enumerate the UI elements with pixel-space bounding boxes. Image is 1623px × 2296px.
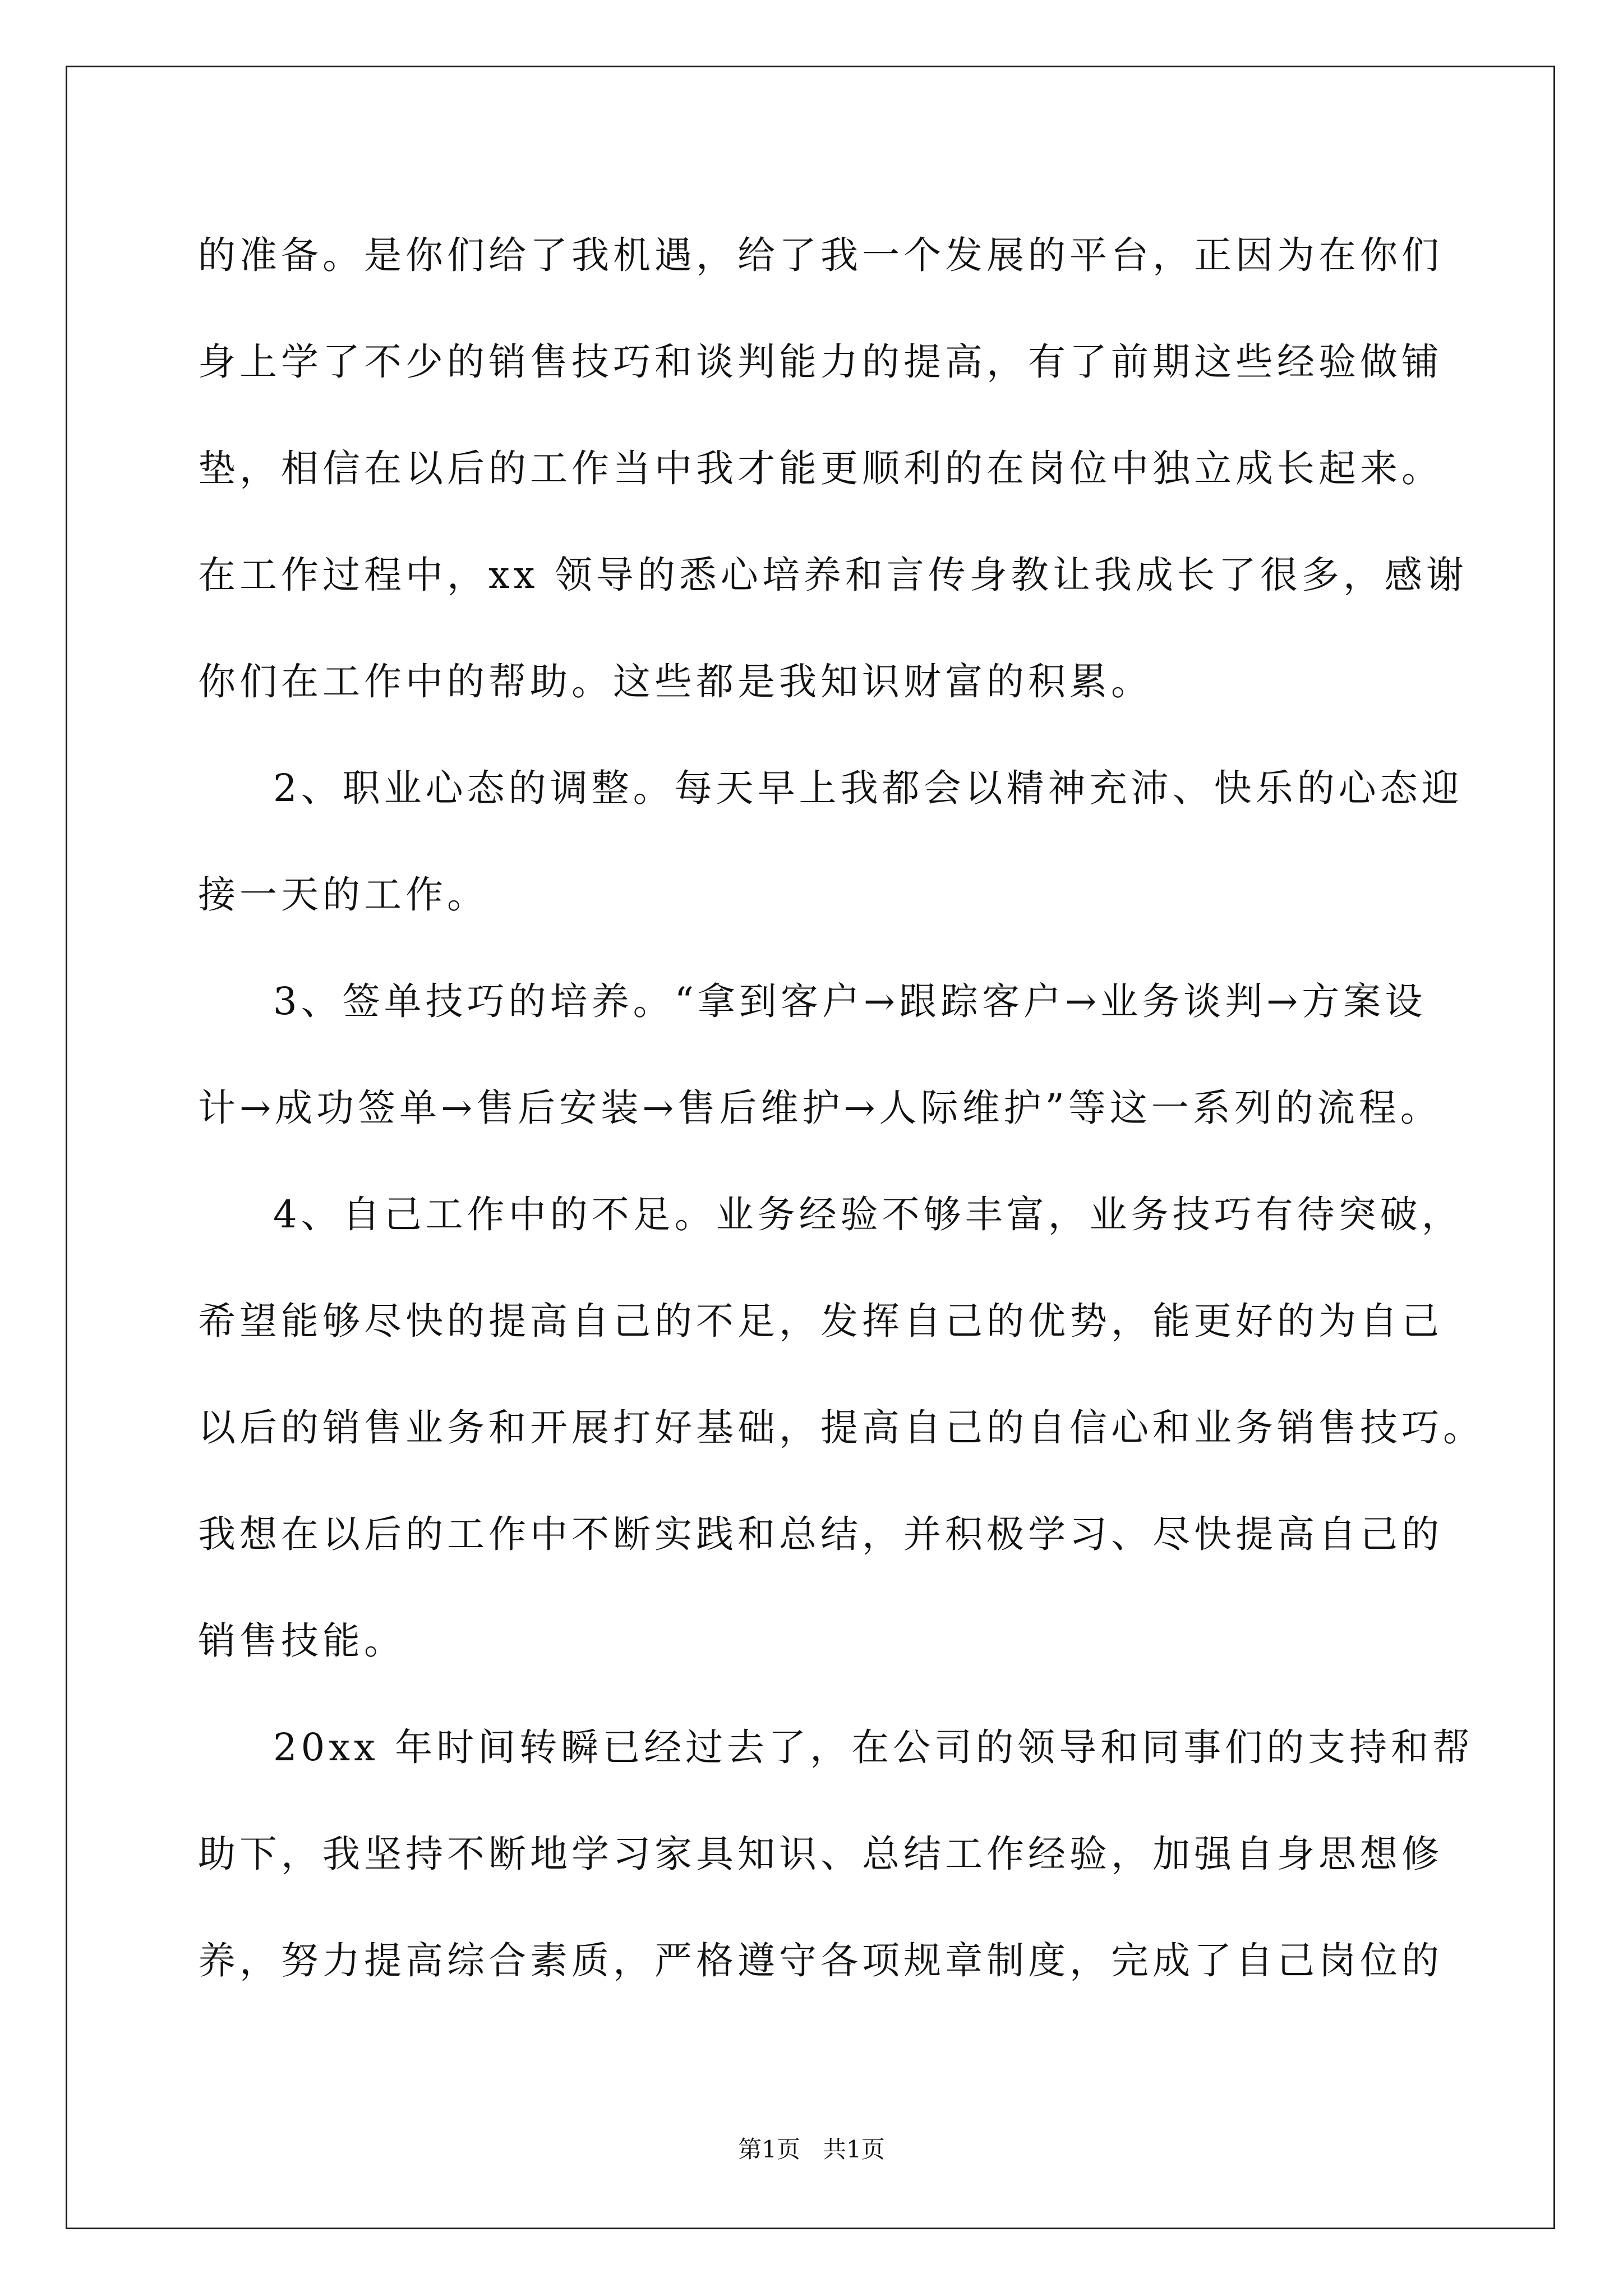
text-line-14: 销售技能。 <box>198 1619 405 1663</box>
page-number-footer: 第1页 共1页 <box>738 2136 885 2163</box>
text-line-8: 3、签单技巧的培养。“拿到客户→跟踪客户→业务谈判→方案设 <box>273 979 1427 1023</box>
text-line-4: 在工作过程中，xx 领导的悉心培养和言传身教让我成长了很多，感谢 <box>198 553 1468 597</box>
text-line-2: 身上学了不少的销售技巧和谈判能力的提高，有了前期这些经验做铺 <box>198 340 1443 384</box>
text-line-16: 助下，我坚持不断地学习家具知识、总结工作经验，加强自身思想修 <box>198 1832 1443 1876</box>
text-line-10: 4、自己工作中的不足。业务经验不够丰富，业务技巧有待突破， <box>273 1193 1463 1236</box>
text-line-17: 养，努力提高综合素质，严格遵守各项规章制度，完成了自己岗位的 <box>198 1939 1443 1982</box>
text-line-11: 希望能够尽快的提高自己的不足，发挥自己的优势，能更好的为自己 <box>198 1299 1443 1343</box>
text-line-12: 以后的销售业务和开展打好基础，提高自己的自信心和业务销售技巧。 <box>198 1406 1484 1450</box>
text-line-9: 计→成功签单→售后安装→售后维护→人际维护”等这一系列的流程。 <box>198 1086 1442 1130</box>
document-body <box>198 202 1484 2014</box>
text-line-6: 2、职业心态的调整。每天早上我都会以精神充沛、快乐的心态迎 <box>273 766 1463 810</box>
text-line-7: 接一天的工作。 <box>198 873 488 917</box>
text-line-15: 20xx 年时间转瞬已经过去了，在公司的领导和同事们的支持和帮 <box>273 1726 1474 1769</box>
text-line-3: 垫，相信在以后的工作当中我才能更顺利的在岗位中独立成长起来。 <box>198 447 1443 490</box>
text-line-1: 的准备。是你们给了我机遇，给了我一个发展的平台，正因为在你们 <box>198 233 1443 277</box>
text-line-13: 我想在以后的工作中不断实践和总结，并积极学习、尽快提高自己的 <box>198 1512 1443 1556</box>
text-line-5: 你们在工作中的帮助。这些都是我知识财富的积累。 <box>198 660 1152 703</box>
